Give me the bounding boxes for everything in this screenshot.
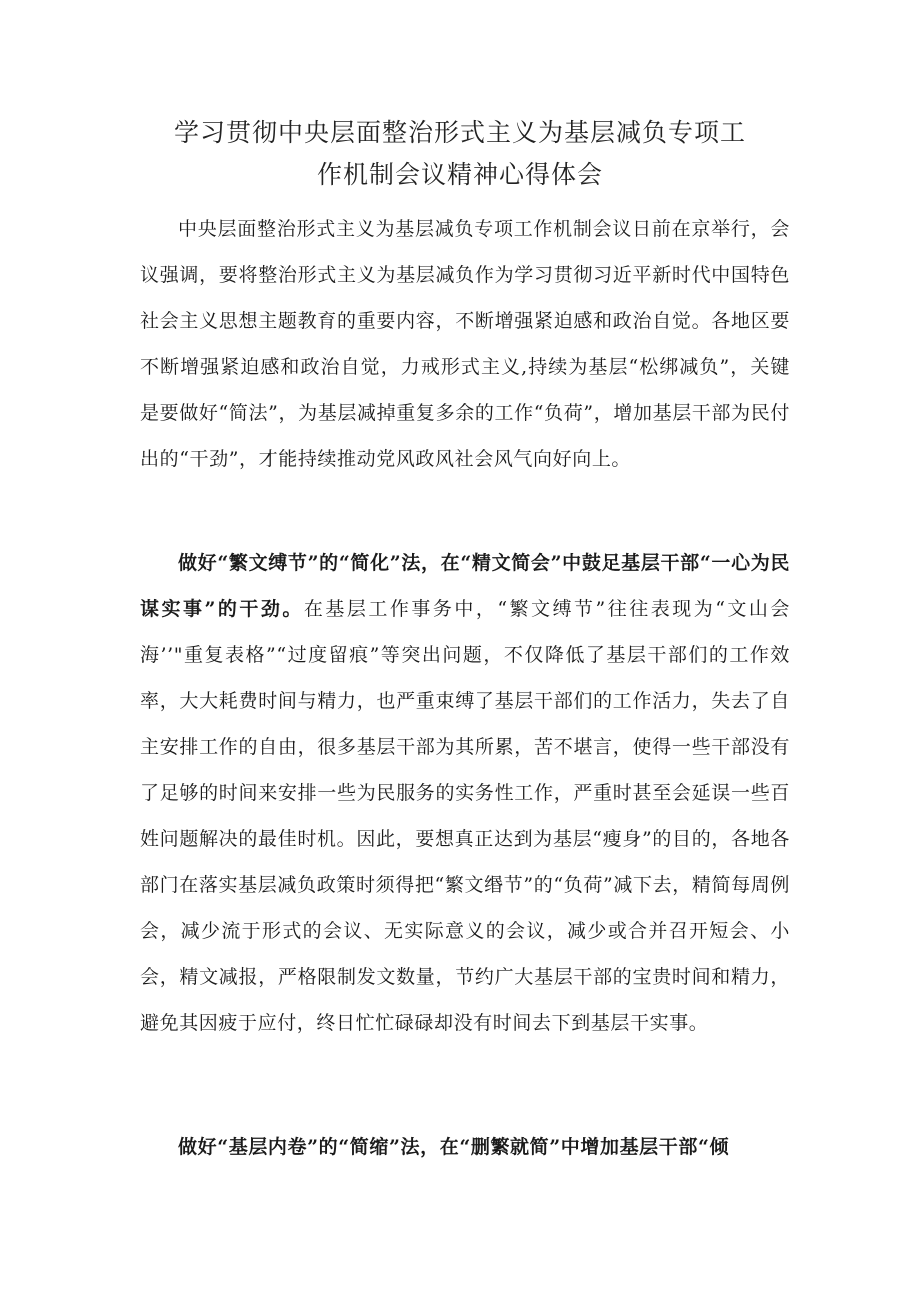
paragraph-intro-text: 中央层面整治形式主义为基层减负专项工作机制会议日前在京举行，会议强调，要将整治形式主义为基层减负作为学习贯彻习近平新时代中国特色社会主义思想主题教育的重要内容，不断增强紧迫感和政治自觉。各地区要不断增强紧迫感和政治自觉，力戒形式主义,持续为基层“松绑减负”，关键是要做好“简法”，为基层减掉重复多余的工作“负荷”，增加基层干部为民付出的“干劲”，才能持续推动党风政风社会风气向好向上。: [140, 218, 790, 470]
paragraph-involution-heading: 做好“基层内卷”的“简缩”法，在“删繁就简”中增加基层干部“倾: [178, 1136, 730, 1158]
paragraph-simplify-text: 在基层工作事务中，“繁文缚节”往往表现为“文山会海’’"重复表格”“过度留痕”等突出问题，不仅降低了基层干部们的工作效率，大大耗费时间与精力，也严重束缚了基层干部们的工作活力，失去了自主安排工作的自由，很多基层干部为其所累，苦不堪言，使得一些干部没有了足够的时间来安排一些为民服务的实务性工作，严重时甚至会延误一些百姓问题解决的最佳时机。因此，要想真正达到为基层“瘦身”的目的，各地各部门在落实基层减负政策时须得把“繁文缗节”的“负荷”减下去，精简每周例会，减少流于形式的会议、无实际意义的会议，减少或合并召开短会、小会，精文减报，严格限制发文数量，节约广大基层干部的宝贵时间和精力，避免其因疲于应付，终日忙忙碌碌却没有时间去下到基层干实事。: [140, 598, 790, 1034]
paragraph-involution: [140, 1124, 790, 1170]
paragraph-intro: [140, 206, 790, 482]
title-line-2: 作机制会议精神心得体会: [316, 160, 603, 189]
paragraph-simplify: [140, 540, 790, 1046]
paragraph-simplify-heading: 做好“繁文缚节”的“简化”法，在“精文简会”中鼓足基层干部“一心为民谋实事”的干劲。: [140, 552, 790, 620]
document-title: [140, 112, 780, 196]
title-line-1: 学习贯彻中央层面整治形式主义为基层减负专项工: [173, 118, 746, 147]
